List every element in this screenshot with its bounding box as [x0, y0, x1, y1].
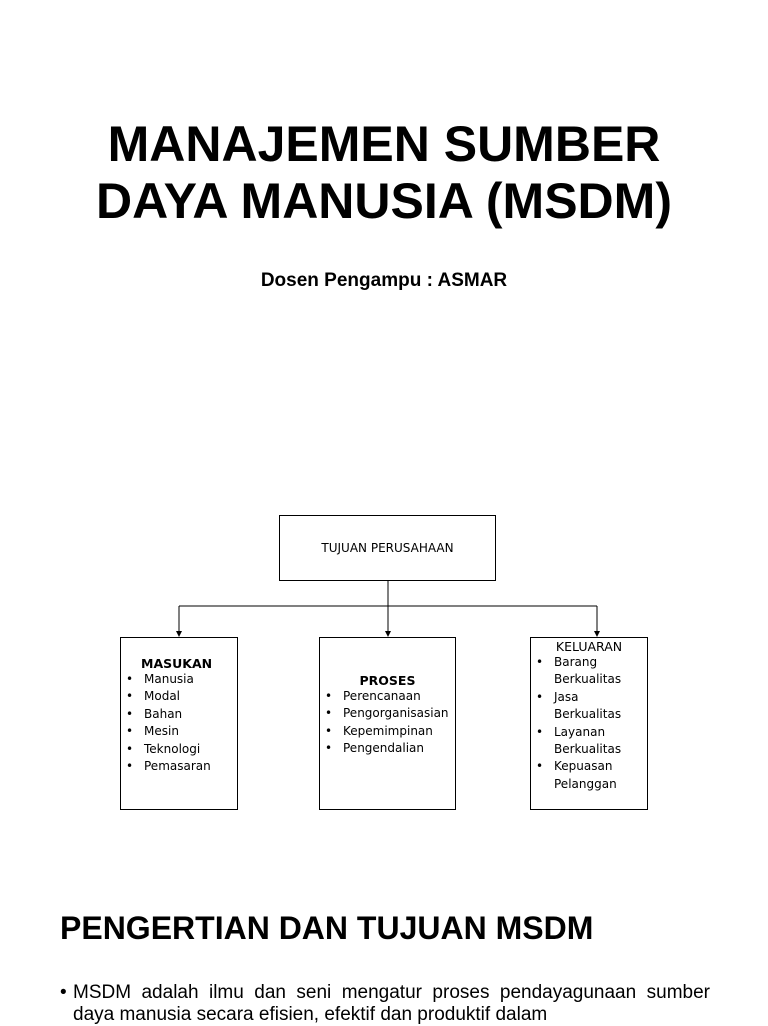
list-item: • Layanan Berkualitas [531, 724, 647, 759]
list-item: • Pengorganisasian [320, 705, 455, 722]
list-item: • Kepuasan Pelanggan [531, 758, 647, 793]
output-title: KELUARAN [555, 639, 623, 654]
output-box [530, 637, 648, 810]
list-item: • Pengendalian [320, 740, 455, 757]
list-item: • Bahan [121, 706, 237, 723]
page-title [0, 116, 768, 230]
input-box [120, 637, 238, 810]
title-line-2: DAYA MANUSIA (MSDM) [96, 173, 672, 229]
list-item: • Modal [121, 688, 237, 705]
list-item: • Mesin [121, 723, 237, 740]
output-list [531, 654, 647, 793]
process-title: PROSES [359, 673, 416, 688]
section-heading: PENGERTIAN DAN TUJUAN MSDM [60, 910, 594, 946]
list-item: • Barang Berkualitas [531, 654, 647, 689]
goal-label: TUJUAN PERUSAHAAN [321, 541, 454, 555]
list-item: • Teknologi [121, 741, 237, 758]
input-list [121, 671, 237, 775]
list-item: • Perencanaan [320, 688, 455, 705]
bullet-dot: • [60, 982, 67, 1003]
list-item: • Pemasaran [121, 758, 237, 775]
list-item: • Manusia [121, 671, 237, 688]
input-title: MASUKAN [141, 656, 213, 671]
list-item: • Jasa Berkualitas [531, 689, 647, 724]
definition-bullet [60, 982, 710, 1026]
list-item: • Kepemimpinan [320, 723, 455, 740]
title-line-1: MANAJEMEN SUMBER [107, 116, 661, 172]
lecturer-subtitle: Dosen Pengampu : ASMAR [260, 270, 508, 291]
goal-box [279, 515, 496, 581]
process-box [319, 637, 456, 810]
definition-text: MSDM adalah ilmu dan seni mengatur proses pendayagunaan sumber daya manusia secara efisien, efektif dan produktif dalam [73, 982, 710, 1025]
process-list [320, 688, 455, 758]
